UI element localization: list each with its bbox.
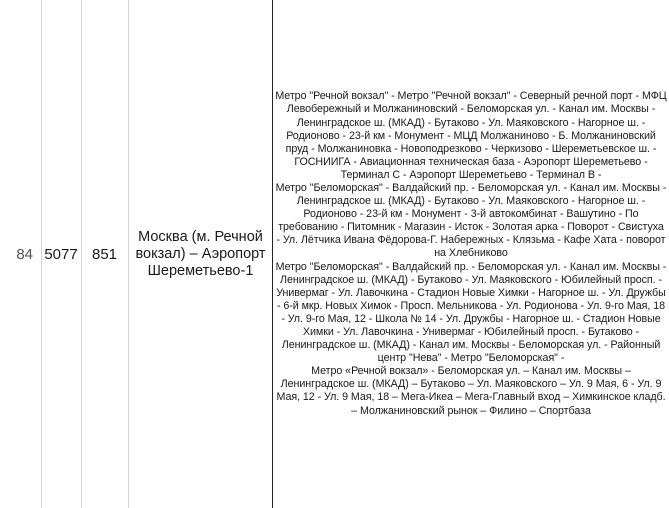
stops-segment: Метро «Речной вокзал» - Беломорская ул. – Канал им. Москвы – Ленинградское ш. (МКАД) – Бутаково – Ул. Маяковского – Ул. 9 Мая, 6 - Ул. 9 Мая, 12 - Ул. 9 Мая, 18 – Мега-Икеа – Мега-Главный вход – Химкинское кладб. – Молжаниновский рынок – Филино – Спортбаза <box>276 365 666 417</box>
registry-code-cell <box>41 0 81 508</box>
stops-segment: Метро "Беломорская" - Валдайский пр. - Беломорская ул. - Канал им. Москвы - Ленинградское ш. (МКАД) - Бутаково - Ул. Маяковского - Нагорное ш. - Родионово - 23-й км - Монумент - 3-й автокомбинат - Вашутино - По требованию - Питомник - Магазин - Исток - Золотая арка - Поворот - Свистуха - Ул. Лётчика Ивана Фёдорова-Г. Набережных - Клязьма - Кафе Хата - поворот на Хлебниково <box>275 181 667 260</box>
route-number: 851 <box>91 245 118 263</box>
route-name: Москва (м. Речной вокзал) – Аэропорт Шереметьево-1 <box>135 228 266 279</box>
stops-list <box>275 90 667 417</box>
route-name-cell <box>129 0 272 508</box>
stops-segment: Метро "Беломорская" - Валдайский пр. - Беломорская ул. - Канал им. Москвы - Ленинградское ш. (МКАД) - Бутаково - Ул. Маяковского - Юбилейный просп. - Универмаг - Ул. Лавочкина - Стадион Новые Химки - Нагорное ш. - Ул. Дружбы - 6-й мкр. Новых Химок - Просп. Мельникова - Ул. Родионова - Ул. 9-го Мая, 18 - Ул. 9-го Мая, 12 - Школа № 14 - Ул. Дружбы - Нагорное ш. - Стадион Новые Химки - Ул. Лавочкина - Универмаг - Юбилейный просп. - Бутаково - Ленинградское ш. (МКАД) - Канал им. Москвы - Беломорская ул. - Районный центр "Нева" - Метро "Беломорская" - <box>275 260 667 365</box>
row-index-cell <box>0 0 41 508</box>
stops-cell <box>273 0 669 508</box>
stops-segment: Метро "Речной вокзал" - Метро "Речной вокзал" - Северный речной порт - МФЦ Левобережный и Молжаниновский - Беломорская ул. - Канал им. Москвы - Ленинградское ш. (МКАД) - Бутаково - Ул. Маяковского - Нагорное ш. - Родионово - 23-й км - Монумент - МЦД Молжаниново - Б. Молжаниновский пруд - Молжаниновка - Новоподрезково - Черкизово - Шереметьевское ш. - ГОСНИИГА - Авиационная техническая база - Аэропорт Шереметьево - Терминал С - Аэропорт Шереметьево - Терминал В - <box>275 90 667 181</box>
registry-code: 5077 <box>44 245 78 263</box>
row-index: 84 <box>16 245 33 263</box>
route-number-cell <box>81 0 128 508</box>
